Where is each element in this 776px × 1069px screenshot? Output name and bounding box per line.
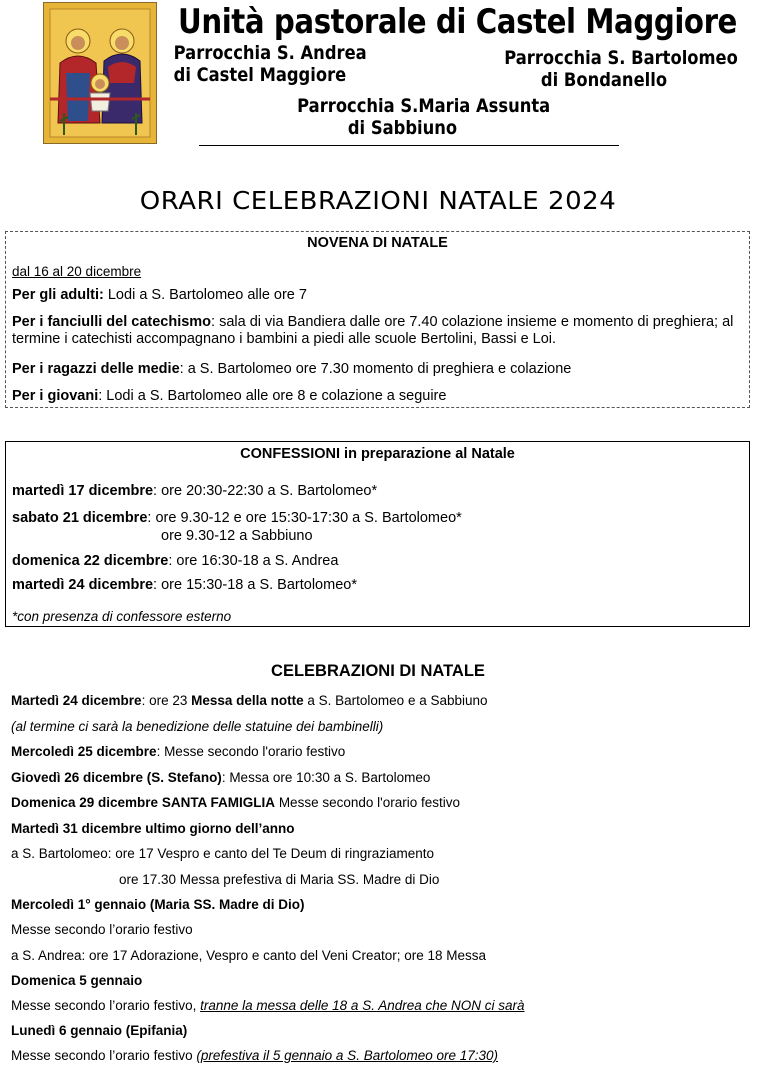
novena-adults: Per gli adulti: Lodi a S. Bartolomeo alle ore 7 [12,287,307,303]
confessions-section [5,441,750,627]
celebration-line: Giovedì 26 dicembre (S. Stefano): Messa ore 10:30 a S. Bartolomeo [11,770,431,785]
confession-note: *con presenza di confessore esterno [12,609,232,624]
novena-children: Per i fanciulli del catechismo: sala di via Bandiera dalle ore 7.40 colazione insieme e momento di preghiera; al termine i catechisti accompagnano i bambini a piedi alle scuole Bertolini, Bassi e Loi. [12,314,734,347]
unit-title: Unità pastorale di Castel Maggiore [178,2,737,42]
celebration-line: Domenica 29 dicembre SANTA FAMIGLIA Messe secondo l'orario festivo [11,795,460,810]
novena-section [5,231,750,408]
letterhead [0,0,776,150]
celebration-line: Mercoledì 1° gennaio (Maria SS. Madre di Dio) [11,897,305,912]
celebration-line: Messe secondo l’orario festivo (prefestiva il 5 gennaio a S. Bartolomeo ore 17:30) [11,1048,499,1063]
celebration-line: Messe secondo l’orario festivo, tranne la messa delle 18 a S. Andrea che NON ci sarà [11,998,525,1013]
confessions-heading: CONFESSIONI in preparazione al Natale [240,446,515,462]
novena-heading: NOVENA DI NATALE [307,235,448,251]
parish-s-maria-assunta: Parrocchia S.Maria Assunta di Sabbiuno [297,95,551,139]
celebrations-heading: CELEBRAZIONI DI NATALE [271,662,485,680]
novena-youth: Per i giovani: Lodi a S. Bartolomeo alle ore 8 e colazione a seguire [12,388,447,404]
holy-family-icon [43,2,157,144]
confession-row: martedì 24 dicembre: ore 15:30-18 a S. Bartolomeo* [12,577,357,593]
celebration-line: a S. Andrea: ore 17 Adorazione, Vespro e canto del Veni Creator; ore 18 Messa [11,948,487,963]
confession-row: martedì 17 dicembre: ore 20:30-22:30 a S. Bartolomeo* [12,483,378,499]
confession-row-cont: ore 9.30-12 a Sabbiuno [161,528,313,544]
confession-row: sabato 21 dicembre: ore 9.30-12 e ore 15:30-17:30 a S. Bartolomeo* [12,510,462,526]
parish-s-andrea: Parrocchia S. Andrea di Castel Maggiore [173,42,367,86]
celebration-line: a S. Bartolomeo: ore 17 Vespro e canto del Te Deum di ringraziamento [11,846,434,861]
parish-s-bartolomeo: Parrocchia S. Bartolomeo di Bondanello [504,47,738,91]
page-title: ORARI CELEBRAZIONI NATALE 2024 [139,186,617,215]
novena-middle-school: Per i ragazzi delle medie: a S. Bartolomeo ore 7.30 momento di preghiera e colazione [12,361,572,377]
celebration-line: Messe secondo l’orario festivo [11,922,193,937]
celebration-line: Martedì 31 dicembre ultimo giorno dell’anno [11,821,295,836]
celebration-line: (al termine ci sarà la benedizione delle statuine dei bambinelli) [11,719,384,734]
celebration-line: Lunedì 6 gennaio (Epifania) [11,1023,188,1038]
celebration-line: Mercoledì 25 dicembre: Messe secondo l'orario festivo [11,744,346,759]
celebration-line: ore 17.30 Messa prefestiva di Maria SS. Madre di Dio [119,872,440,887]
novena-dates: dal 16 al 20 dicembre [12,264,142,279]
celebration-line: Martedì 24 dicembre: ore 23 Messa della notte a S. Bartolomeo e a Sabbiuno [11,693,488,708]
header-divider [199,145,619,146]
celebration-line: Domenica 5 gennaio [11,973,143,988]
confession-row: domenica 22 dicembre: ore 16:30-18 a S. Andrea [12,553,339,569]
